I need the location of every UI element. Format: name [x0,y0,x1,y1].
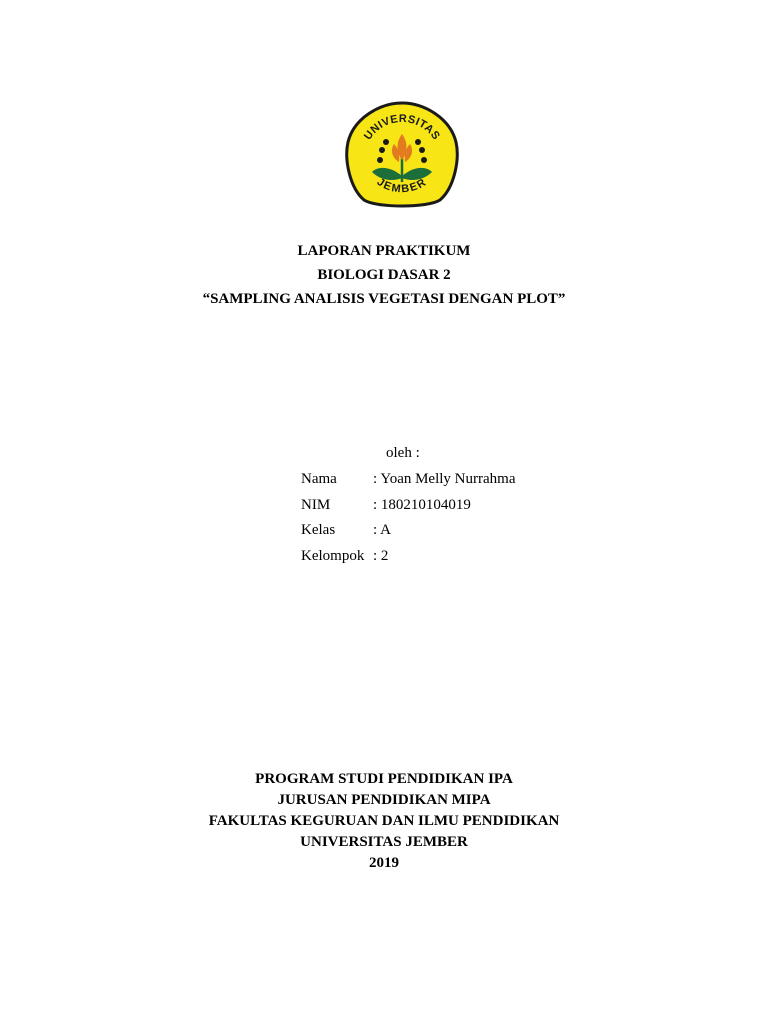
institution-block [0,769,768,874]
svg-text:UNIVERSITAS: UNIVERSITAS [361,112,443,143]
university-logo-icon [342,100,462,210]
author-identity [301,468,516,570]
identity-value: : A [373,522,391,538]
identity-row [301,494,516,520]
identity-key: Nama [301,471,337,487]
year: 2019 [369,855,399,871]
by-label: oleh : [386,445,420,461]
identity-value: : Yoan Melly Nurrahma [373,471,516,487]
identity-row [301,545,516,571]
report-topic: “SAMPLING ANALISIS VEGETASI DENGAN PLOT” [202,291,566,307]
identity-value: : 2 [373,547,389,564]
identity-key: Kelas [301,522,336,538]
identity-key: Kelompok [301,547,365,564]
identity-row [301,519,516,545]
course-name: BIOLOGI DASAR 2 [317,267,451,283]
report-title [0,239,768,311]
study-program: PROGRAM STUDI PENDIDIKAN IPA [255,771,513,787]
identity-key: NIM [301,496,331,513]
identity-value: : 180210104019 [373,496,471,513]
svg-text:JEMBER: JEMBER [374,175,430,196]
university: UNIVERSITAS JEMBER [300,834,468,850]
faculty: FAKULTAS KEGURUAN DAN ILMU PENDIDIKAN [208,813,560,829]
report-type: LAPORAN PRAKTIKUM [297,243,471,259]
identity-row [301,468,516,494]
department: JURUSAN PENDIDIKAN MIPA [277,792,491,808]
